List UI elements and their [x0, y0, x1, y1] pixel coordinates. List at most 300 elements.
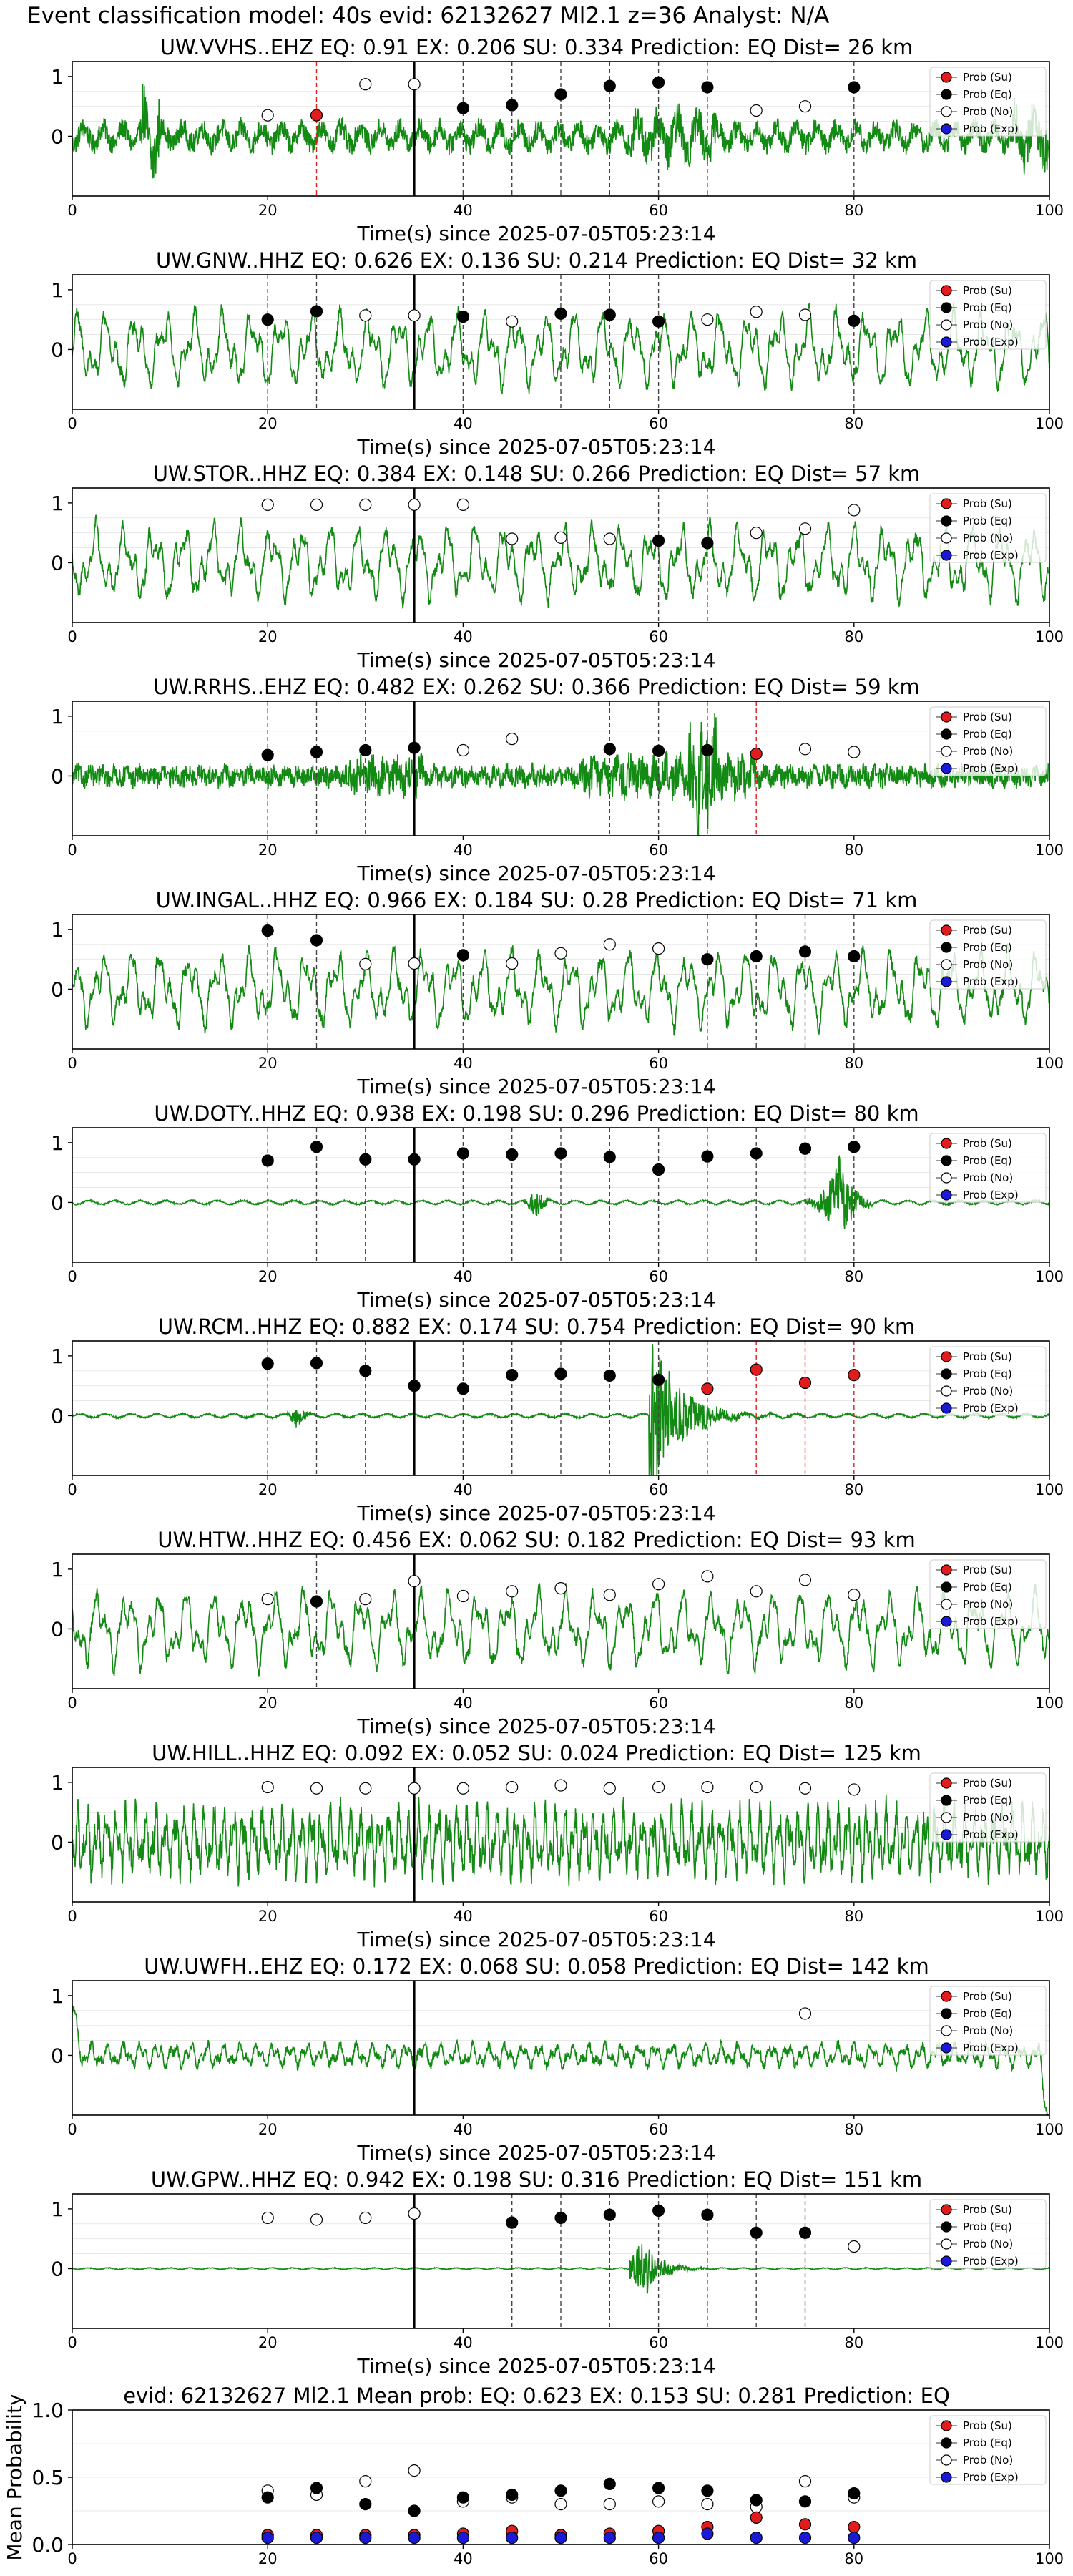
x-tick-label: 80 — [844, 202, 864, 219]
x-tick-label: 40 — [454, 1268, 473, 1285]
x-axis-label: Time(s) since 2025-07-05T05:23:14 — [357, 1714, 716, 1738]
y-tick-label: 0 — [51, 125, 64, 149]
prob-point-eq — [262, 925, 273, 937]
legend-label-exp: Prob (Exp) — [963, 1828, 1019, 1841]
legend-marker-su — [941, 1352, 951, 1362]
y-tick-label: 0 — [51, 1404, 64, 1428]
x-tick-label: 80 — [844, 2334, 864, 2351]
legend-label-eq: Prob (Eq) — [963, 1154, 1012, 1167]
prob-point-no — [457, 499, 469, 510]
prob-point-eq — [604, 1370, 615, 1381]
legend-marker-no — [941, 2239, 951, 2249]
prob-point-eq — [262, 1155, 273, 1166]
prob-point-eq — [555, 2212, 567, 2223]
prob-point-no — [311, 2214, 323, 2225]
x-tick-label: 20 — [258, 841, 278, 859]
prob-point-no — [311, 1782, 323, 1794]
y-tick-label: 0 — [51, 977, 64, 1002]
y-tick-label: 1 — [51, 64, 64, 89]
prob-point-no — [800, 523, 811, 535]
prob-point-eq — [311, 746, 323, 758]
mean-point-eq — [311, 2482, 323, 2494]
prob-point-eq — [702, 82, 713, 93]
y-tick-label: 1 — [51, 1984, 64, 2008]
prob-point-eq — [653, 2205, 665, 2216]
y-tick-label: 0 — [51, 764, 64, 789]
x-tick-label: 80 — [844, 1908, 864, 1925]
legend-label-su: Prob (Su) — [963, 1350, 1012, 1363]
legend-marker-su — [941, 2421, 951, 2431]
prob-point-eq — [800, 946, 811, 957]
prob-point-eq — [750, 2227, 762, 2238]
legend-label-eq: Prob (Eq) — [963, 88, 1012, 101]
y-tick-label: 0 — [51, 2257, 64, 2281]
legend-marker-no — [941, 2455, 951, 2465]
waveform-trace — [72, 515, 1049, 609]
prob-point-eq — [506, 1370, 518, 1381]
legend-marker-su — [941, 286, 951, 296]
prob-point-no — [506, 733, 518, 745]
prob-point-no — [457, 1590, 469, 1601]
x-tick-label: 60 — [649, 202, 668, 219]
prob-point-eq — [360, 1153, 371, 1165]
prob-point-no — [506, 316, 518, 327]
prob-point-no — [800, 1574, 811, 1586]
prob-point-no — [457, 745, 469, 756]
legend-marker-su — [941, 2205, 951, 2215]
x-tick-label: 20 — [258, 1908, 278, 1925]
prob-point-no — [800, 2008, 811, 2019]
axes-frame — [72, 1981, 1049, 2115]
mean-point-exp — [800, 2532, 811, 2544]
prob-point-eq — [457, 1148, 469, 1159]
legend-marker-exp — [941, 1830, 951, 1840]
x-tick-label: 60 — [649, 2121, 668, 2138]
prob-point-no — [408, 1782, 420, 1794]
mean-point-no — [555, 2499, 567, 2510]
legend-label-no: Prob (No) — [963, 745, 1014, 758]
x-tick-label: 40 — [454, 841, 473, 859]
prob-point-eq — [604, 80, 615, 92]
panel-title: UW.RCM..HHZ EQ: 0.882 EX: 0.174 SU: 0.754 Prediction: EQ Dist= 90 km — [157, 1314, 916, 1339]
prob-point-eq — [848, 82, 860, 93]
axes-frame — [72, 488, 1049, 623]
prob-point-no — [506, 533, 518, 545]
prob-point-no — [702, 1782, 713, 1793]
mean-point-eq — [702, 2485, 713, 2497]
x-tick-label: 80 — [844, 628, 864, 645]
legend-marker-no — [941, 1599, 951, 1609]
legend-marker-su — [941, 1565, 951, 1575]
x-tick-label: 100 — [1034, 1694, 1064, 1712]
prob-point-eq — [408, 1380, 420, 1392]
mean-point-exp — [750, 2532, 762, 2544]
legend-label-eq: Prob (Eq) — [963, 2007, 1012, 2020]
prob-point-eq — [311, 1357, 323, 1369]
x-tick-label: 100 — [1034, 841, 1064, 859]
x-axis-label: Time(s) since 2025-07-05T05:23:14 — [357, 648, 716, 672]
y-tick-label: 1 — [51, 1557, 64, 1581]
prob-point-no — [750, 527, 762, 539]
x-axis-label: Time(s) since 2025-07-05T05:23:14 — [357, 1501, 716, 1525]
panel-uw-doty-hhz — [51, 1101, 1064, 1312]
x-tick-label: 0 — [67, 1481, 77, 1498]
prob-point-eq — [262, 314, 273, 326]
prob-point-eq — [702, 2209, 713, 2220]
mean-point-eq — [262, 2492, 273, 2503]
prob-point-no — [800, 743, 811, 755]
prob-point-no — [360, 499, 371, 510]
mean-point-no — [800, 2476, 811, 2487]
panel-title: UW.UWFH..EHZ EQ: 0.172 EX: 0.068 SU: 0.058 Prediction: EQ Dist= 142 km — [144, 1954, 929, 1979]
x-tick-label: 20 — [258, 1481, 278, 1498]
legend-label-eq: Prob (Eq) — [963, 2436, 1012, 2449]
legend-label-no: Prob (No) — [963, 2238, 1014, 2250]
legend-marker-eq — [941, 303, 951, 313]
prob-point-su — [800, 1377, 811, 1388]
x-tick-label: 80 — [844, 1055, 864, 1072]
legend-label-eq: Prob (Eq) — [963, 1794, 1012, 1807]
mean-point-exp — [262, 2532, 273, 2544]
prob-point-eq — [848, 950, 860, 962]
prob-point-eq — [653, 745, 665, 756]
x-tick-label: 100 — [1034, 1268, 1064, 1285]
prob-point-no — [604, 1589, 615, 1601]
prob-point-no — [848, 504, 860, 516]
mean-point-eq — [800, 2496, 811, 2507]
panel-title: UW.GPW..HHZ EQ: 0.942 EX: 0.198 SU: 0.316 Prediction: EQ Dist= 151 km — [150, 2167, 923, 2192]
x-tick-label: 100 — [1034, 2550, 1064, 2567]
x-tick-label: 0 — [67, 202, 77, 219]
prob-point-no — [750, 105, 762, 117]
x-tick-label: 40 — [454, 2334, 473, 2351]
prob-point-su — [702, 1383, 713, 1395]
prob-point-no — [262, 1594, 273, 1605]
y-tick-label: 1 — [51, 1344, 64, 1368]
prob-point-eq — [653, 535, 665, 547]
legend-marker-no — [941, 1386, 951, 1396]
prob-point-eq — [604, 309, 615, 321]
legend-marker-eq — [941, 2009, 951, 2019]
legend-marker-eq — [941, 1369, 951, 1379]
x-tick-label: 20 — [258, 1694, 278, 1712]
legend-label-exp: Prob (Exp) — [963, 336, 1019, 348]
prob-point-eq — [555, 1368, 567, 1380]
prob-point-eq — [750, 950, 762, 962]
prob-point-no — [653, 943, 665, 955]
prob-point-su — [750, 748, 762, 760]
mean-point-exp — [702, 2528, 713, 2540]
prob-point-eq — [555, 89, 567, 100]
x-tick-label: 40 — [454, 1908, 473, 1925]
prob-point-eq — [555, 1148, 567, 1159]
legend-marker-no — [941, 320, 951, 330]
mean-point-eq — [848, 2488, 860, 2499]
panel-title: UW.GNW..HHZ EQ: 0.626 EX: 0.136 SU: 0.214 Prediction: EQ Dist= 32 km — [155, 248, 918, 273]
prob-point-eq — [750, 1148, 762, 1159]
prob-point-eq — [800, 1143, 811, 1154]
legend-label-exp: Prob (Exp) — [963, 1615, 1019, 1628]
x-axis-label: Time(s) since 2025-07-05T05:23:14 — [357, 435, 716, 459]
mean-point-eq — [457, 2492, 469, 2503]
legend-label-exp: Prob (Exp) — [963, 549, 1019, 562]
y-tick-label: 1.0 — [31, 2399, 64, 2422]
legend-label-no: Prob (No) — [963, 1171, 1014, 1184]
x-tick-label: 80 — [844, 2550, 864, 2567]
x-tick-label: 80 — [844, 415, 864, 432]
panel-uw-uwfh-ehz — [51, 1954, 1064, 2165]
x-tick-label: 0 — [67, 1055, 77, 1072]
y-tick-label: 0 — [51, 2044, 64, 2068]
x-tick-label: 100 — [1034, 2121, 1064, 2138]
legend-marker-eq — [941, 1795, 951, 1805]
prob-point-no — [750, 306, 762, 318]
x-tick-label: 80 — [844, 1694, 864, 1712]
mean-point-su — [800, 2519, 811, 2530]
x-tick-label: 0 — [67, 1908, 77, 1925]
mean-point-exp — [848, 2532, 860, 2544]
prob-point-eq — [653, 77, 665, 88]
prob-point-eq — [457, 102, 469, 114]
x-tick-label: 40 — [454, 202, 473, 219]
panel-title: UW.HTW..HHZ EQ: 0.456 EX: 0.062 SU: 0.182 Prediction: EQ Dist= 93 km — [157, 1528, 916, 1552]
y-tick-label: 1 — [51, 704, 64, 728]
legend-marker-exp — [941, 2043, 951, 2053]
prob-point-no — [408, 310, 420, 321]
x-tick-label: 20 — [258, 2334, 278, 2351]
legend-marker-no — [941, 746, 951, 756]
prob-point-eq — [653, 316, 665, 327]
legend-marker-no — [941, 2026, 951, 2036]
x-axis-label: Time(s) since 2025-07-05T05:23:14 — [357, 1928, 716, 1951]
prob-point-no — [848, 746, 860, 758]
legend-marker-su — [941, 925, 951, 935]
x-tick-label: 40 — [454, 2121, 473, 2138]
x-tick-label: 40 — [454, 628, 473, 645]
legend-label-su: Prob (Su) — [963, 1777, 1012, 1790]
x-tick-label: 40 — [454, 415, 473, 432]
legend-marker-eq — [941, 729, 951, 739]
legend-label-eq: Prob (Eq) — [963, 301, 1012, 314]
prob-point-su — [311, 109, 323, 121]
legend-marker-no — [941, 533, 951, 543]
mean-point-exp — [555, 2532, 567, 2544]
mean-point-eq — [360, 2499, 371, 2510]
panel-uw-htw-hhz — [51, 1528, 1064, 1738]
prob-point-no — [360, 2212, 371, 2223]
legend-marker-exp — [941, 2472, 951, 2482]
legend-marker-exp — [941, 550, 951, 560]
x-tick-label: 100 — [1034, 628, 1064, 645]
legend-label-su: Prob (Su) — [963, 924, 1012, 937]
x-tick-label: 20 — [258, 415, 278, 432]
panel-uw-vvhs-ehz — [51, 35, 1064, 245]
prob-point-eq — [604, 743, 615, 755]
legend-label-su: Prob (Su) — [963, 284, 1012, 297]
panel-uw-stor-hhz — [51, 462, 1064, 672]
prob-point-no — [555, 947, 567, 959]
panel-uw-gnw-hhz — [51, 248, 1064, 459]
legend-marker-exp — [941, 1190, 951, 1200]
legend-marker-eq — [941, 2222, 951, 2232]
y-tick-label: 0.5 — [31, 2466, 64, 2489]
x-tick-label: 60 — [649, 1268, 668, 1285]
prob-point-no — [800, 1782, 811, 1794]
x-tick-label: 60 — [649, 1055, 668, 1072]
x-tick-label: 0 — [67, 415, 77, 432]
panel-uw-rcm-hhz — [51, 1314, 1064, 1525]
legend-marker-exp — [941, 977, 951, 987]
prob-point-eq — [311, 1141, 323, 1153]
x-tick-label: 100 — [1034, 2334, 1064, 2351]
prob-point-eq — [604, 1151, 615, 1163]
x-tick-label: 0 — [67, 1268, 77, 1285]
prob-point-eq — [311, 1596, 323, 1607]
legend-marker-eq — [941, 89, 951, 99]
prob-point-no — [262, 1782, 273, 1793]
legend-label-exp: Prob (Exp) — [963, 1189, 1019, 1201]
y-tick-label: 0 — [51, 1617, 64, 1641]
legend-label-su: Prob (Su) — [963, 2203, 1012, 2216]
prob-point-eq — [311, 306, 323, 317]
legend-label-no: Prob (No) — [963, 1811, 1014, 1824]
mean-point-eq — [555, 2485, 567, 2497]
legend-label-su: Prob (Su) — [963, 497, 1012, 510]
panel-title: UW.DOTY..HHZ EQ: 0.938 EX: 0.198 SU: 0.296 Prediction: EQ Dist= 80 km — [154, 1101, 919, 1126]
legend-marker-no — [941, 1173, 951, 1183]
prob-point-no — [262, 109, 273, 121]
legend-label-no: Prob (No) — [963, 532, 1014, 545]
prob-point-eq — [506, 99, 518, 111]
mean-point-no — [408, 2465, 420, 2477]
waveform-trace — [72, 1584, 1049, 1677]
y-tick-label: 1 — [51, 2197, 64, 2221]
x-tick-label: 100 — [1034, 415, 1064, 432]
mean-point-no — [653, 2496, 665, 2507]
legend-marker-eq — [941, 1582, 951, 1592]
mean-point-su — [750, 2512, 762, 2523]
x-tick-label: 80 — [844, 1481, 864, 1498]
prob-point-no — [750, 1586, 762, 1597]
figure-suptitle: Event classification model: 40s evid: 62132627 Ml2.1 z=36 Analyst: N/A — [27, 3, 830, 29]
legend-label-exp: Prob (Exp) — [963, 762, 1019, 775]
x-axis-label: Time(s) since 2025-07-05T05:23:14 — [357, 862, 716, 885]
prob-point-eq — [360, 745, 371, 756]
mean-point-eq — [408, 2505, 420, 2517]
prob-point-su — [750, 1364, 762, 1375]
prob-point-eq — [506, 2217, 518, 2228]
prob-point-no — [408, 79, 420, 90]
prob-point-no — [360, 958, 371, 970]
prob-point-eq — [555, 308, 567, 319]
prob-point-no — [506, 1782, 518, 1793]
panel-title: UW.INGAL..HHZ EQ: 0.966 EX: 0.184 SU: 0.28 Prediction: EQ Dist= 71 km — [155, 888, 918, 912]
x-tick-label: 100 — [1034, 1908, 1064, 1925]
x-tick-label: 100 — [1034, 202, 1064, 219]
legend-marker-exp — [941, 124, 951, 134]
y-tick-label: 0 — [51, 551, 64, 575]
x-tick-label: 20 — [258, 628, 278, 645]
legend-label-eq: Prob (Eq) — [963, 514, 1012, 527]
legend-marker-exp — [941, 2256, 951, 2266]
prob-point-no — [360, 79, 371, 90]
panel-uw-gpw-hhz — [51, 2167, 1064, 2378]
legend-marker-su — [941, 72, 951, 82]
prob-point-no — [506, 958, 518, 970]
y-tick-label: 0 — [51, 1830, 64, 1855]
x-tick-label: 60 — [649, 2334, 668, 2351]
mean-point-su — [848, 2522, 860, 2533]
prob-point-no — [848, 1589, 860, 1601]
y-tick-label: 1 — [51, 1131, 64, 1155]
legend-marker-su — [941, 1991, 951, 2001]
prob-point-no — [360, 310, 371, 321]
prob-point-no — [604, 1782, 615, 1794]
legend-label-eq: Prob (Eq) — [963, 2220, 1012, 2233]
x-tick-label: 0 — [67, 2334, 77, 2351]
legend-marker-eq — [941, 1156, 951, 1166]
mean-point-eq — [750, 2494, 762, 2506]
x-tick-label: 20 — [258, 1268, 278, 1285]
prob-point-eq — [848, 1141, 860, 1153]
panel-title: UW.VVHS..EHZ EQ: 0.91 EX: 0.206 SU: 0.334 Prediction: EQ Dist= 26 km — [160, 35, 913, 59]
x-axis-label: Time(s) since 2025-07-05T05:23:14 — [357, 1075, 716, 1098]
x-tick-label: 60 — [649, 1908, 668, 1925]
x-tick-label: 40 — [454, 1481, 473, 1498]
x-tick-label: 80 — [844, 841, 864, 859]
x-tick-label: 40 — [454, 1055, 473, 1072]
legend-label-no: Prob (No) — [963, 318, 1014, 331]
panel-uw-ingal-hhz — [51, 888, 1064, 1098]
prob-point-no — [702, 314, 713, 326]
prob-point-no — [506, 1586, 518, 1597]
panel-uw-hill-hhz — [51, 1741, 1064, 1951]
prob-point-eq — [604, 2209, 615, 2220]
x-tick-label: 0 — [67, 628, 77, 645]
legend-label-exp: Prob (Exp) — [963, 2041, 1019, 2054]
prob-point-no — [604, 533, 615, 545]
mean-point-exp — [457, 2532, 469, 2544]
legend-label-exp: Prob (Exp) — [963, 122, 1019, 135]
prob-point-eq — [702, 537, 713, 549]
mean-point-eq — [653, 2482, 665, 2494]
prob-point-no — [848, 1784, 860, 1795]
prob-point-no — [653, 1579, 665, 1590]
prob-point-eq — [506, 1149, 518, 1161]
legend-label-su: Prob (Su) — [963, 711, 1012, 723]
mean-point-no — [360, 2476, 371, 2487]
y-tick-label: 1 — [51, 1770, 64, 1795]
waveform-trace — [72, 1795, 1049, 1887]
x-tick-label: 40 — [454, 2550, 473, 2567]
legend-label-su: Prob (Su) — [963, 1563, 1012, 1576]
prob-point-no — [750, 1782, 762, 1793]
prob-point-no — [555, 1780, 567, 1791]
legend-marker-no — [941, 960, 951, 970]
prob-point-no — [555, 532, 567, 543]
summary-title: evid: 62132627 Ml2.1 Mean prob: EQ: 0.623 EX: 0.153 SU: 0.281 Prediction: EQ — [123, 2384, 950, 2408]
x-axis-label: Time(s) since 2025-07-05T05:23:14 — [357, 1288, 716, 1312]
prob-point-eq — [457, 950, 469, 961]
x-tick-label: 60 — [649, 1694, 668, 1712]
prob-point-no — [800, 309, 811, 321]
panel-uw-rrhs-ehz — [51, 675, 1064, 885]
x-tick-label: 0 — [67, 841, 77, 859]
prob-point-no — [408, 499, 420, 510]
prob-point-eq — [408, 742, 420, 753]
prob-point-no — [800, 101, 811, 112]
panel-title: UW.HILL..HHZ EQ: 0.092 EX: 0.052 SU: 0.024 Prediction: EQ Dist= 125 km — [152, 1741, 921, 1765]
